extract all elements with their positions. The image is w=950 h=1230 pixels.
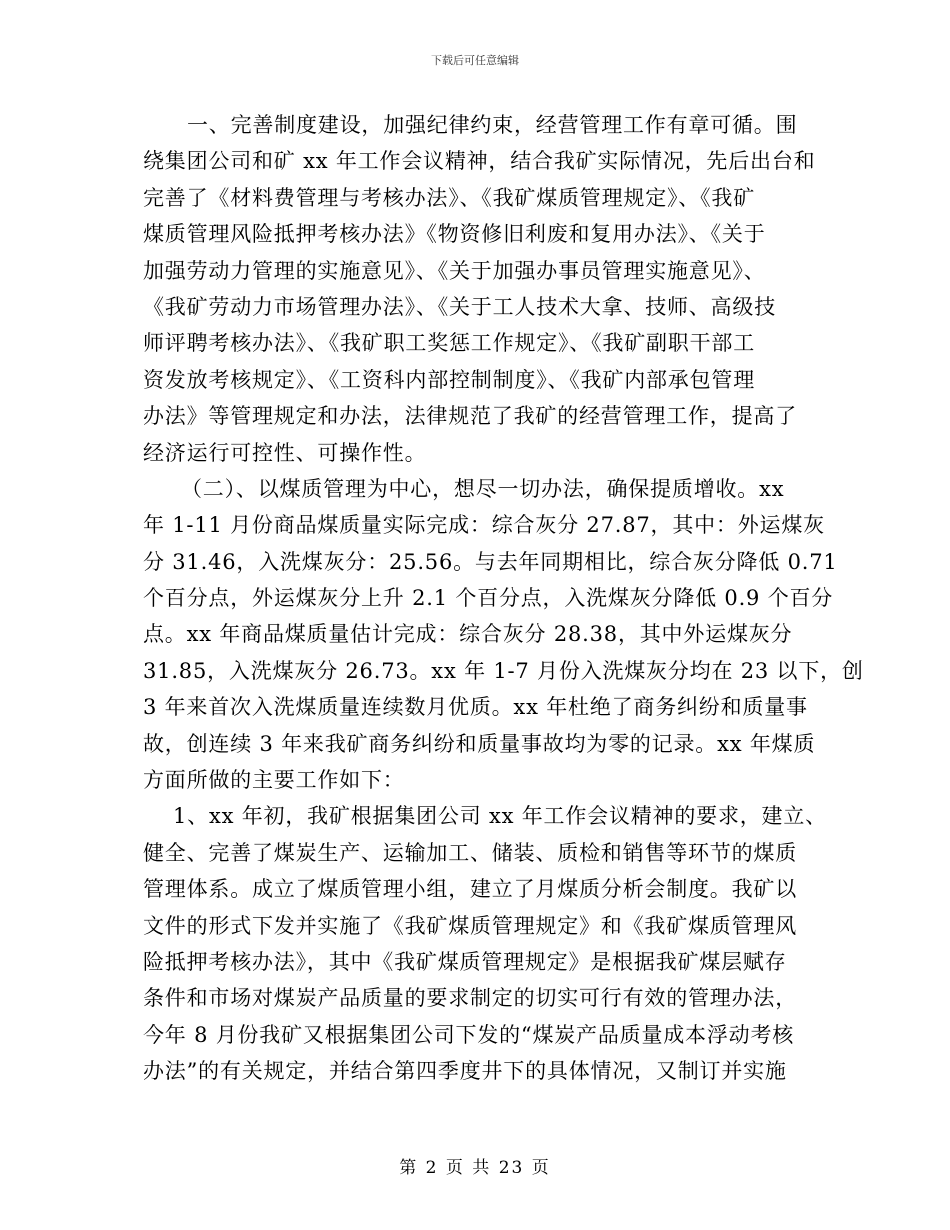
text-line: 个百分点，外运煤灰分上升 2.1 个百分点，入洗煤灰分降低 0.9 个百分 — [143, 586, 834, 611]
text-line: 点。xx 年商品煤质量估计完成：综合灰分 28.38，其中外运煤灰分 — [143, 622, 793, 647]
text-line: 险抵押考核办法》，其中《我矿煤质管理规定》是根据我矿煤层赋存 — [143, 949, 787, 974]
text-line: 年 1-11 月份商品煤质量实际完成：综合灰分 27.87，其中：外运煤灰 — [143, 513, 825, 538]
text-line: 资发放考核规定》、《工资科内部控制制度》、《我矿内部承包管理 — [143, 367, 755, 392]
text-line: （二）、以煤质管理为中心，想尽一切办法，确保提质增收。xx — [181, 476, 785, 501]
text-line: 《我矿劳动力市场管理办法》、《关于工人技术大拿、技师、高级技 — [143, 294, 776, 319]
page-header: 下载后可任意编辑 — [431, 54, 519, 67]
text-line: 3 年来首次入洗煤质量连续数月优质。xx 年杜绝了商务纠纷和质量事 — [143, 695, 808, 720]
text-line: 加强劳动力管理的实施意见》、《关于加强办事员管理实施意见》、 — [143, 258, 766, 283]
text-line: 方面所做的主要工作如下： — [143, 768, 405, 793]
text-line: 31.85，入洗煤灰分 26.73。xx 年 1-7 月份入洗煤灰分均在 23 以下，创 — [143, 658, 864, 683]
text-line: 健全、完善了煤炭生产、运输加工、储装、质检和销售等环节的煤质 — [143, 840, 797, 865]
page-number-footer: 第 2 页 共 23 页 — [399, 1158, 551, 1178]
text-line: 师评聘考核办法》、《我矿职工奖惩工作规定》、《我矿副职干部工 — [143, 331, 755, 356]
text-line: 绕集团公司和矿 xx 年工作会议精神，结合我矿实际情况，先后出台和 — [143, 149, 816, 174]
text-line: 1、xx 年初，我矿根据集团公司 xx 年工作会议精神的要求，建立、 — [173, 804, 827, 829]
text-line: 一、完善制度建设，加强纪律约束，经营管理工作有章可循。围 — [187, 113, 798, 137]
text-line: 煤质管理风险抵押考核办法》《物资修旧利废和复用办法》、《关于 — [143, 222, 766, 247]
text-line: 故，创连续 3 年来我矿商务纠纷和质量事故均为零的记录。xx 年煤质 — [143, 731, 816, 756]
text-line: 分 31.46，入洗煤灰分：25.56。与去年同期相比，综合灰分降低 0.71 — [143, 549, 838, 574]
document-body — [143, 107, 864, 1090]
text-line: 完善了《材料费管理与考核办法》、《我矿煤质管理规定》、《我矿 — [143, 185, 755, 210]
paragraph-1 — [143, 107, 816, 471]
text-line: 管理体系。成立了煤质管理小组，建立了月煤质分析会制度。我矿以 — [143, 877, 797, 902]
paragraph-2 — [143, 471, 864, 799]
text-line: 今年 8 月份我矿又根据集团公司下发的“煤炭产品质量成本浮动考核 — [143, 1022, 795, 1047]
text-line: 办法”的有关规定，并结合第四季度井下的具体情况，又制订并实施 — [143, 1059, 787, 1084]
text-line: 条件和市场对煤炭产品质量的要求制定的切实可行有效的管理办法， — [143, 986, 797, 1011]
text-line: 文件的形式下发并实施了《我矿煤质管理规定》和《我矿煤质管理风 — [143, 913, 797, 938]
paragraph-3 — [143, 798, 827, 1089]
text-line: 办法》等管理规定和办法，法律规范了我矿的经营管理工作，提高了 — [143, 404, 797, 429]
text-line: 经济运行可控性、可操作性。 — [143, 440, 427, 465]
